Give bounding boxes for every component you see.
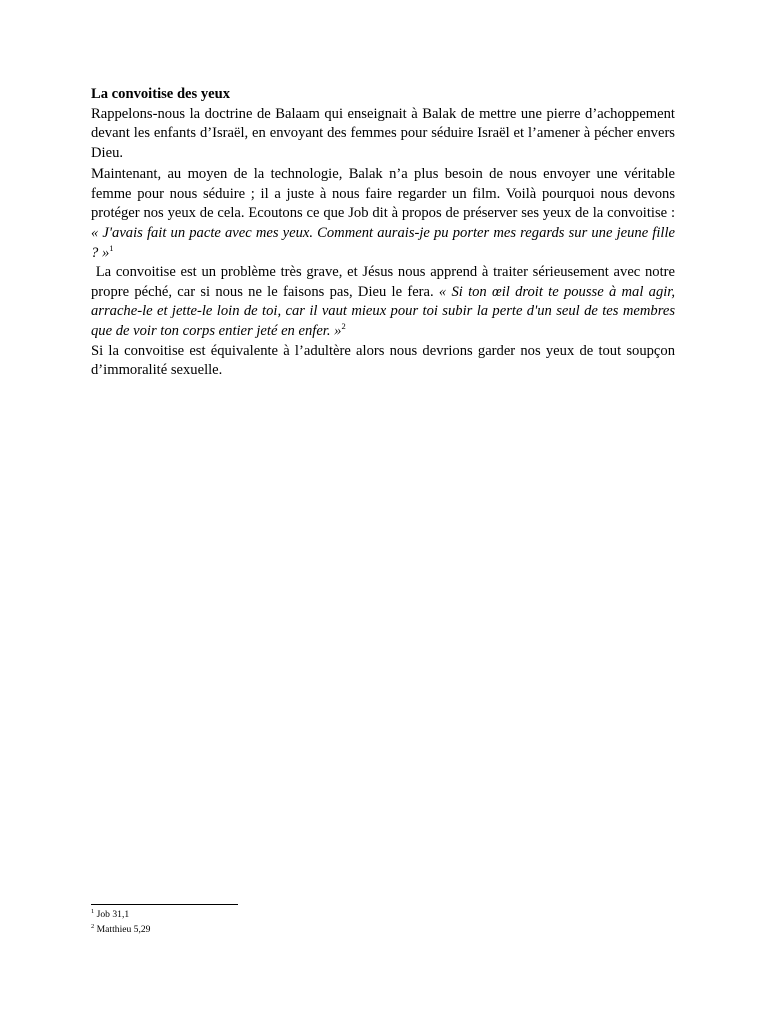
footnote-text: Job 31,1 [94, 909, 130, 920]
section-heading: La convoitise des yeux [91, 86, 231, 102]
paragraph-conclusion: Si la convoitise est équivalente à l’adultère alors nous devrions garder nos yeux de tout soupçon d’immoralité sexuelle. [91, 342, 675, 379]
footnote-2 [91, 923, 391, 938]
job-quote: « J'avais fait un pacte avec mes yeux. Comment aurais-je pu porter mes regards sur une jeune fille ? » [91, 225, 675, 261]
document-body [91, 85, 675, 381]
footnote-text: Matthieu 5,29 [94, 923, 151, 935]
paragraph-text: Maintenant, au moyen de la technologie, Balak n’a plus besoin de nous envoyer une véritable femme pour nous séduire ; il a juste à nous faire regarder un film. Voilà pourquoi nous devons protéger nos yeux de cela. Ecoutons ce que Job dit à propos de préserver ses yeux de la convoitise : [91, 166, 675, 222]
footnote-ref-1[interactable]: 1 [109, 242, 114, 253]
paragraph-balaam: Rappelons-nous la doctrine de Balaam qui enseignait à Balak de mettre une pierre d’achoppement devant les enfants d’Israël, en envoyant des femmes pour séduire Israël et l’amener à pécher envers Dieu. [91, 105, 675, 161]
footnote-separator [91, 904, 238, 905]
footnotes-area [91, 904, 391, 937]
footnote-ref-2[interactable]: 2 [341, 321, 346, 332]
footnote-mark: 1 [91, 908, 95, 915]
paragraph-jesus [91, 263, 675, 341]
footnote-1 [91, 908, 391, 923]
footnote-mark: 2 [91, 922, 95, 930]
paragraph-text: La convoitise est un problème très grave, et Jésus nous apprend à traiter sérieusement avec notre propre péché, car si nous ne le faisons pas, Dieu le fera. [91, 264, 675, 300]
matthew-quote: « Si ton œil droit te pousse à mal agir, arrache-le et jette-le loin de toi, car il vaut mieux pour toi subir la perte d'un seul de tes membres que de voir ton corps entier jeté en enfer. » [91, 283, 675, 340]
paragraph-technology [91, 165, 675, 263]
